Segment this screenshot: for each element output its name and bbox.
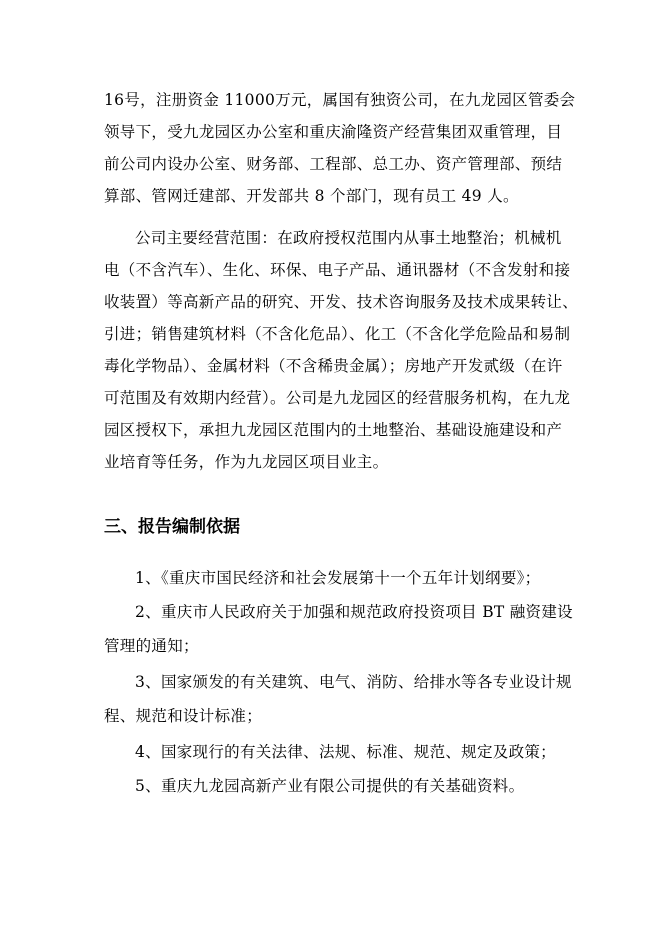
basis-item-1: 1、《重庆市国民经济和社会发展第十一个五年计划纲要》； [135,569,541,587]
paragraph2-line-3: 收装置）等高新产品的研究、开发、技术咨询服务及技术成果转让、 [104,293,579,311]
paragraph2-line-8: 业培育等任务，作为九龙园区项目业主。 [104,453,389,471]
basis-item-5: 5、重庆九龙园高新产业有限公司提供的有关基础资料。 [135,777,525,795]
basis-item-4: 4、国家现行的有关法律、法规、标准、规范、规定及政策； [135,743,556,761]
paragraph1-line-4: 算部、管网迁建部、开发部共 8 个部门，现有员工 49 人。 [104,187,519,205]
paragraph2-line-2: 电（不含汽车）、生化、环保、电子产品、通讯器材（不含发射和接 [104,261,571,279]
paragraph2-line-7: 园区授权下，承担九龙园区范围内的土地整治、基础设施建设和产 [104,421,563,439]
basis-item-2-cont: 管理的通知； [104,637,199,655]
section-heading: 三、报告编制依据 [104,517,240,537]
paragraph2-line-1: 公司主要经营范围：在政府授权范围内从事土地整治；机械机 [135,229,562,247]
paragraph1-line-3: 前公司内设办公室、财务部、工程部、总工办、资产管理部、预结 [104,155,563,173]
paragraph2-line-6: 可范围及有效期内经营）。公司是九龙园区的经营服务机构，在九龙 [104,389,571,407]
paragraph2-line-5: 毒化学物品）、金属材料（不含稀贵金属）；房地产开发贰级（在许 [104,357,563,375]
basis-item-2: 2、重庆市人民政府关于加强和规范政府投资项目 BT 融资建设 [135,603,573,621]
basis-item-3-cont: 程、规范和设计标准； [104,707,263,725]
basis-item-3: 3、国家颁发的有关建筑、电气、消防、给排水等各专业设计规 [135,673,572,691]
paragraph1-line-1: 16号，注册资金 11000万元，属国有独资公司，在九龙园区管委会 [104,91,576,109]
paragraph2-line-4: 引进；销售建筑材料（不含化危品）、化工（不含化学危险品和易制 [104,325,571,343]
paragraph1-line-2: 领导下，受九龙园区办公室和重庆渝隆资产经营集团双重管理，目 [104,123,563,141]
